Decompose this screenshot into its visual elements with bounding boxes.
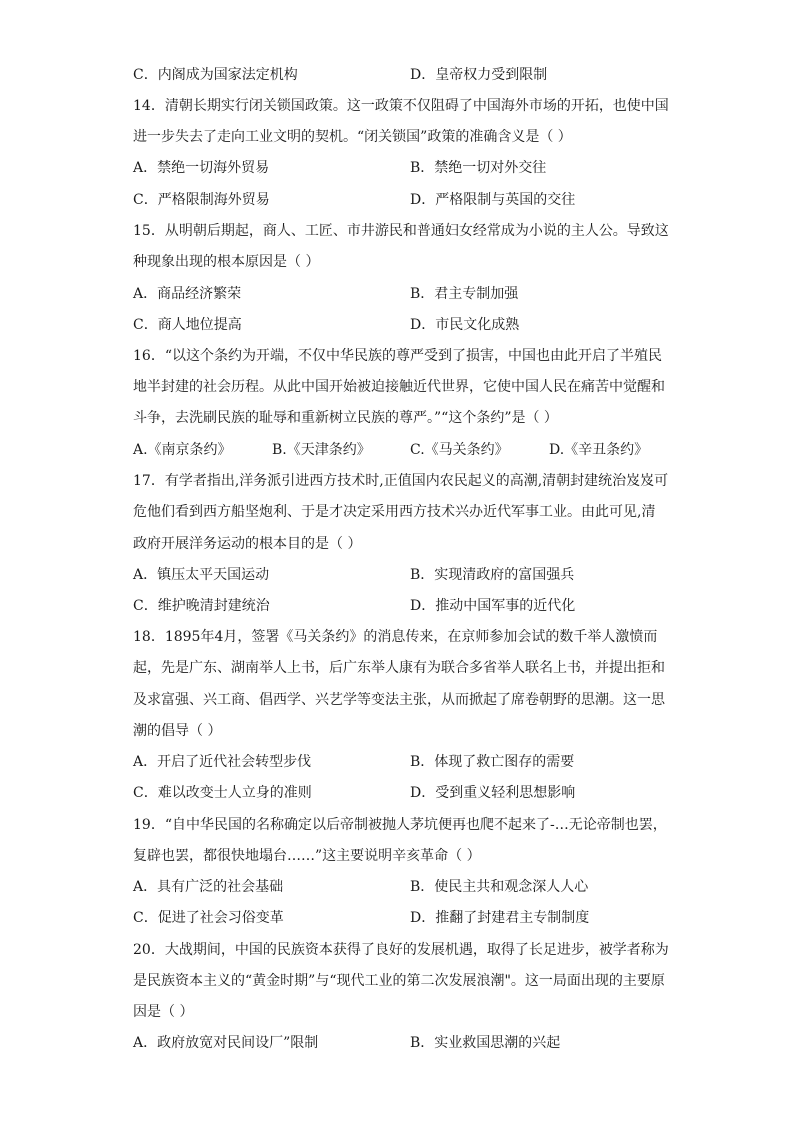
q17-stem-line-1: 17．有学者指出,洋务派引进西方技术时,正值国内农民起义的高潮,清朝封建统治岌岌可	[133, 473, 669, 489]
q18-stem-line-4: 潮的倡导（ ）	[133, 723, 222, 739]
q20-stem-line-2: 是民族资本主义的“黄金时期”与“现代工业的第二次发展浪潮"。这一局面出现的主要原	[133, 973, 665, 989]
q15-option-b[interactable]: B．君主专制加强	[410, 286, 519, 302]
q14-stem-line-2: 进一步失去了走向工业文明的契机。“闭关锁国”政策的准确含义是（ ）	[133, 129, 572, 145]
q19-options-row-2	[133, 908, 693, 928]
q17-option-b[interactable]: B．实现清政府的富国强兵	[410, 567, 575, 583]
q20-option-b[interactable]: B．实业救国思潮的兴起	[410, 1035, 561, 1051]
q15-option-a[interactable]: A．商品经济繁荣	[133, 286, 242, 302]
q20-stem-line-1: 20．大战期间，中国的民族资本获得了良好的发展机遇，取得了长足进步，被学者称为	[133, 942, 669, 958]
q17-stem-line-2: 危他们看到西方船坚炮利、于是才决定采用西方技术兴办近代军事工业。由此可见,清	[133, 504, 656, 520]
q17-option-a[interactable]: A．镇压太平天国运动	[133, 567, 270, 583]
q14-option-a[interactable]: A．禁绝一切海外贸易	[133, 160, 270, 176]
q17-stem-line-3: 政府开展洋务运动的根本目的是（ ）	[133, 536, 362, 552]
q19-options-row-1	[133, 877, 693, 897]
q15-option-c[interactable]: C．商人地位提高	[133, 317, 242, 333]
q16-options-row	[133, 440, 693, 460]
q18-option-c[interactable]: C．难以改变士人立身的准则	[133, 785, 312, 801]
q14-options-row-1	[133, 158, 693, 178]
q19-stem-line-2: 复辟也罢，都很快地塌台……”这主要说明辛亥革命（ ）	[133, 848, 481, 864]
q16-option-a[interactable]: A.《南京条约》	[133, 442, 232, 458]
q18-options-row-1	[133, 752, 693, 772]
q16-stem-line-3: 斗争，去洗刷民族的耻辱和重新树立民族的尊严。”“这个条约”是（ ）	[133, 410, 558, 426]
q19-stem-line-1: 19．“自中华民国的名称确定以后帝制被抛人茅坑便再也爬不起来了-…无论帝制也罢，	[133, 817, 667, 833]
q18-option-a[interactable]: A．开启了近代社会转型步伐	[133, 754, 312, 770]
q15-stem-line-1: 15．从明朝后期起，商人、工匠、市井游民和普通妇女经常成为小说的主人公。导致这	[133, 223, 669, 239]
q17-option-c[interactable]: C．维护晚清封建统治	[133, 598, 270, 614]
q14-option-c[interactable]: C．严格限制海外贸易	[133, 192, 270, 208]
q16-stem-line-1: 16．“以这个条约为开端，不仅中华民族的尊严受到了损害，中国也由此开启了半殖民	[133, 348, 662, 364]
q18-stem-line-1: 18．1895年4月，签署《马关条约》的消息传来，在京师参加会试的数千举人激愤而	[133, 629, 658, 645]
q19-option-b[interactable]: B．使民主共和观念深人人心	[410, 879, 589, 895]
q18-option-d[interactable]: D．受到重义轻利思想影响	[410, 785, 576, 801]
q19-option-a[interactable]: A．具有广泛的社会基础	[133, 879, 284, 895]
q16-option-c[interactable]: C.《马关条约》	[410, 442, 509, 458]
q18-stem-line-3: 及求富强、兴工商、倡西学、兴艺学等变法主张，从而掀起了席卷朝野的思潮。这一思	[133, 692, 665, 708]
q13-option-c[interactable]: C．内阁成为国家法定机构	[133, 67, 298, 83]
q18-option-b[interactable]: B．体现了救亡图存的需要	[410, 754, 575, 770]
q19-option-c[interactable]: C．促进了社会习俗变革	[133, 910, 284, 926]
q15-stem-line-2: 种现象出现的根本原因是（ ）	[133, 254, 320, 270]
q14-option-b[interactable]: B．禁绝一切对外交往	[410, 160, 547, 176]
q13-options-row-2	[133, 65, 693, 85]
q14-options-row-2	[133, 190, 693, 210]
q18-options-row-2	[133, 783, 693, 803]
q17-option-d[interactable]: D．推动中国军事的近代化	[410, 598, 576, 614]
q17-options-row-1	[133, 565, 693, 585]
q13-option-d[interactable]: D．皇帝权力受到限制	[410, 67, 548, 83]
q16-stem-line-2: 地半封建的社会历程。从此中国开始被迫接触近代世界，它使中国人民在痛苦中觉醒和	[133, 379, 665, 395]
q19-option-d[interactable]: D．推翻了封建君主专制制度	[410, 910, 590, 926]
q15-option-d[interactable]: D．市民文化成熟	[410, 317, 520, 333]
q15-options-row-2	[133, 315, 693, 335]
q17-options-row-2	[133, 596, 693, 616]
q20-options-row-1	[133, 1033, 693, 1053]
q16-option-d[interactable]: D.《辛丑条约》	[549, 442, 649, 458]
q20-stem-line-3: 因是（ ）	[133, 1004, 194, 1020]
q14-option-d[interactable]: D．严格限制与英国的交往	[410, 192, 576, 208]
q18-stem-line-2: 起，先是广东、湖南举人上书，后广东举人康有为联合多省举人联名上书，并提出拒和	[133, 660, 665, 676]
q14-stem-line-1: 14．清朝长期实行闭关锁国政策。这一政策不仅阻碍了中国海外市场的开拓，也使中国	[133, 98, 669, 114]
q16-option-b[interactable]: B.《天津条约》	[272, 442, 371, 458]
q20-option-a[interactable]: A．政府放宽对民间设厂”限制	[133, 1035, 319, 1051]
q15-options-row-1	[133, 284, 693, 304]
